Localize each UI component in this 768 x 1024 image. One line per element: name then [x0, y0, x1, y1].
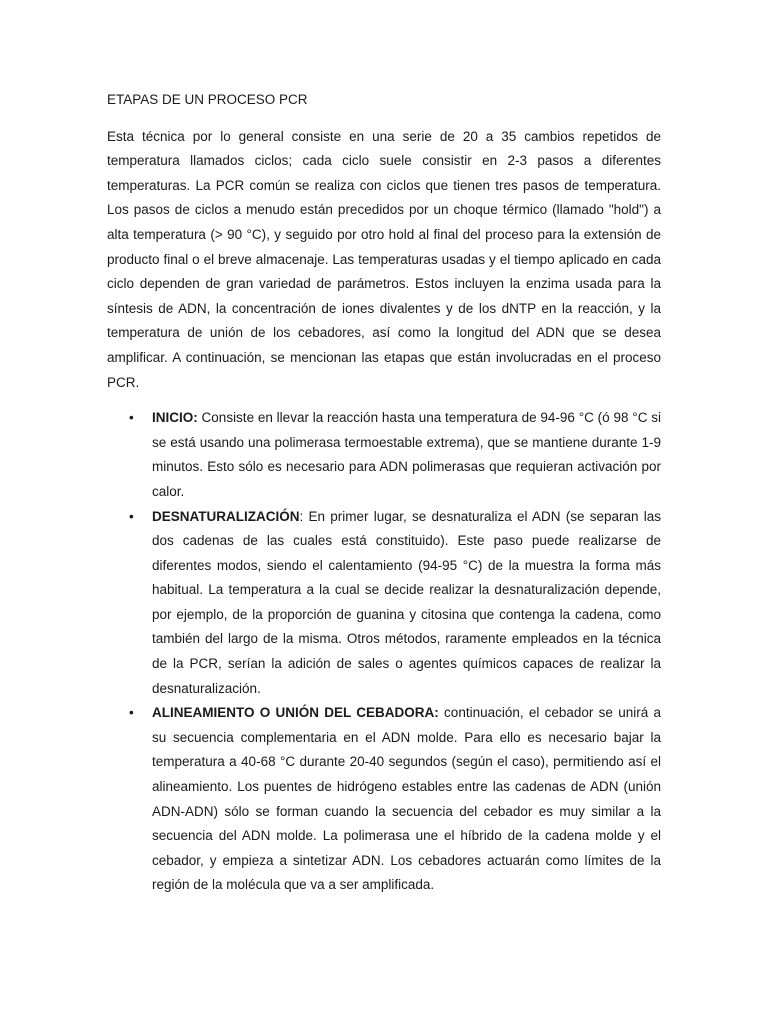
step-text: Consiste en llevar la reacción hasta una temperatura de 94-96 °C (ó 98 °C si se está usando una polimerasa termoestable extrema), que se mantiene durante 1-9 minutos. Esto sólo es necesario para ADN polimerasas que requieran activación por calor.: [152, 410, 661, 499]
list-item: [107, 505, 661, 702]
step-text: continuación, el cebador se unirá a su secuencia complementaria en el ADN molde. Para ello es necesario bajar la temperatura a 40-68 °C durante 20-40 segundos (según el caso), permitiendo así el alineamiento. Los puentes de hidrógeno estables entre las cadenas de ADN (unión ADN-ADN) sólo se forman cuando la secuencia del cebador es muy similar a la secuencia del ADN molde. La polimerasa une el híbrido de la cadena molde y el cebador, y empieza a sintetizar ADN. Los cebadores actuarán como límites de la región de la molécula que va a ser amplificada.: [152, 705, 661, 893]
step-term: INICIO:: [152, 410, 198, 426]
step-term: ALINEAMIENTO O UNIÓN DEL CEBADORA:: [152, 705, 439, 721]
document-title: ETAPAS DE UN PROCESO PCR: [107, 92, 308, 107]
document-page: [107, 88, 661, 898]
bullet-icon: •: [129, 508, 134, 524]
list-item: [107, 701, 661, 898]
steps-list: [107, 406, 661, 898]
step-term: DESNATURALIZACIÓN: [152, 508, 300, 524]
bullet-icon: •: [129, 705, 134, 721]
intro-paragraph: Esta técnica por lo general consiste en una serie de 20 a 35 cambios repetidos de temperatura llamados ciclos; cada ciclo suele consistir en 2-3 pasos a diferentes temperaturas. La PCR común se realiza con ciclos que tienen tres pasos de temperatura. Los pasos de ciclos a menudo están precedidos por un choque térmico (llamado "hold") a alta temperatura (> 90 °C), y seguido por otro hold al final del proceso para la extensión de producto final o el breve almacenaje. Las temperaturas usadas y el tiempo aplicado en cada ciclo dependen de gran variedad de parámetros. Estos incluyen la enzima usada para la síntesis de ADN, la concentración de iones divalentes y de los dNTP en la reacción, y la temperatura de unión de los cebadores, así como la longitud del ADN que se desea amplificar. A continuación, se mencionan las etapas que están involucradas en el proceso PCR.: [107, 128, 661, 390]
list-item: [107, 406, 661, 504]
bullet-icon: •: [129, 410, 134, 426]
step-text: : En primer lugar, se desnaturaliza el ADN (se separan las dos cadenas de las cuales está constituido). Este paso puede realizarse de diferentes modos, siendo el calentamiento (94-95 °C) de la muestra la forma más habitual. La temperatura a la cual se decide realizar la desnaturalización depende, por ejemplo, de la proporción de guanina y citosina que contenga la cadena, como también del largo de la misma. Otros métodos, raramente empleados en la técnica de la PCR, serían la adición de sales o agentes químicos capaces de realizar la desnaturalización.: [152, 508, 661, 696]
